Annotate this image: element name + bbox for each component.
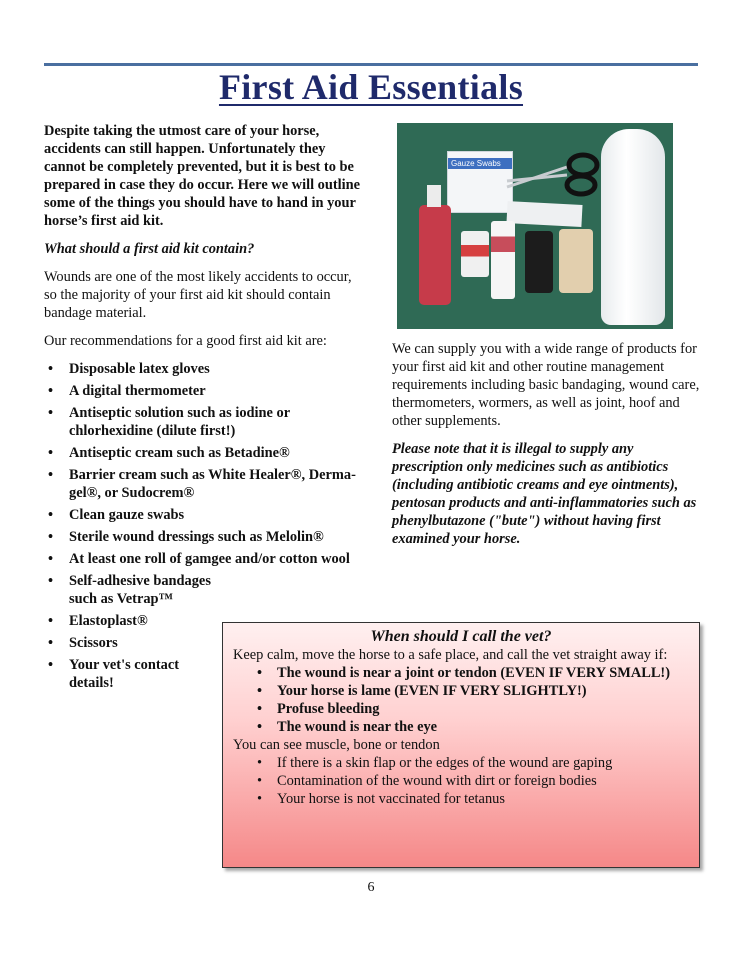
list-item: • Barrier cream such as White Healer®, Derma-gel®, or Sudocrem® — [44, 466, 362, 502]
list-item: • Elastoplast® — [44, 612, 219, 630]
page-number: 6 — [367, 880, 375, 895]
black-bandage — [525, 231, 553, 293]
left-column — [44, 122, 362, 696]
gauze-box — [447, 151, 513, 213]
list-item: • Antiseptic solution such as iodine or chlorhexidine (dilute first!) — [44, 404, 362, 440]
cream-tub — [461, 231, 489, 277]
page-title: First Aid Essentials — [218, 67, 524, 107]
list-item: • The wound is near the eye — [233, 718, 689, 736]
first-aid-kit-photo — [397, 123, 673, 329]
recommend-intro: Our recommendations for a good first aid kit are: — [44, 333, 327, 349]
vet-box-title: When should I call the vet? — [370, 628, 552, 645]
wounds-paragraph: Wounds are one of the most likely accidents to occur, so the majority of your first aid kit should contain bandage material. — [44, 269, 352, 321]
list-item: • At least one roll of gamgee and/or cotton wool — [44, 550, 362, 568]
antiseptic-bottle — [419, 205, 451, 305]
list-item: • Your horse is not vaccinated for tetanus — [233, 790, 689, 808]
intro-paragraph: Despite taking the utmost care of your horse, accidents can still happen. Unfortunately they cannot be completely prevented, but it is best to be prepared in case they do occur. Here we will outline some of the things you should have to hand in your horse’s first aid kit. — [44, 123, 361, 229]
list-item: • Disposable latex gloves — [44, 360, 362, 378]
list-item: • If there is a skin flap or the edges of the wound are gaping — [233, 754, 689, 772]
list-item: • Antiseptic cream such as Betadine® — [44, 444, 362, 462]
gauze-label: Gauze Swabs — [448, 158, 512, 169]
legal-note: Please note that it is illegal to supply any prescription only medicines such as antibiotics (including antibiotic creams and eye ointments), pentosan products and anti-inflammatories such as phenylbutazone ("bute") without having first examined your horse. — [392, 441, 697, 547]
list-item: • The wound is near a joint or tendon (EVEN IF VERY SMALL!) — [233, 664, 689, 682]
list-item: • Self-adhesive bandages such as Vetrap™ — [44, 572, 219, 608]
also-list — [233, 754, 689, 808]
right-column — [392, 340, 702, 558]
vet-box-also-intro: You can see muscle, bone or tendon — [233, 737, 440, 753]
list-item: • Scissors — [44, 634, 219, 652]
cream-tub — [491, 221, 515, 299]
list-item: • Profuse bleeding — [233, 700, 689, 718]
bottle-pump — [427, 185, 441, 207]
list-item: • A digital thermometer — [44, 382, 362, 400]
urgent-list — [233, 664, 689, 736]
list-item: • Your horse is lame (EVEN IF VERY SLIGHTLY!) — [233, 682, 689, 700]
supply-paragraph: We can supply you with a wide range of products for your first aid kit and other routine management requirements including basic bandaging, wound care, thermometers, wormers, as well as joint, hoof and other supplements. — [392, 341, 700, 429]
scissors-icon — [505, 151, 601, 197]
kit-question: What should a first aid kit contain? — [44, 241, 255, 257]
vet-box-intro: Keep calm, move the horse to a safe place, and call the vet straight away if: — [233, 647, 668, 663]
tan-bandage — [559, 229, 593, 293]
list-item: • Your vet's contact details! — [44, 656, 219, 692]
thermometer-box — [506, 201, 582, 227]
call-vet-box — [222, 622, 700, 868]
list-item: • Contamination of the wound with dirt or foreign bodies — [233, 772, 689, 790]
list-item: • Clean gauze swabs — [44, 506, 362, 524]
cotton-wool-roll — [601, 129, 665, 325]
list-item: • Sterile wound dressings such as Melolin® — [44, 528, 362, 546]
